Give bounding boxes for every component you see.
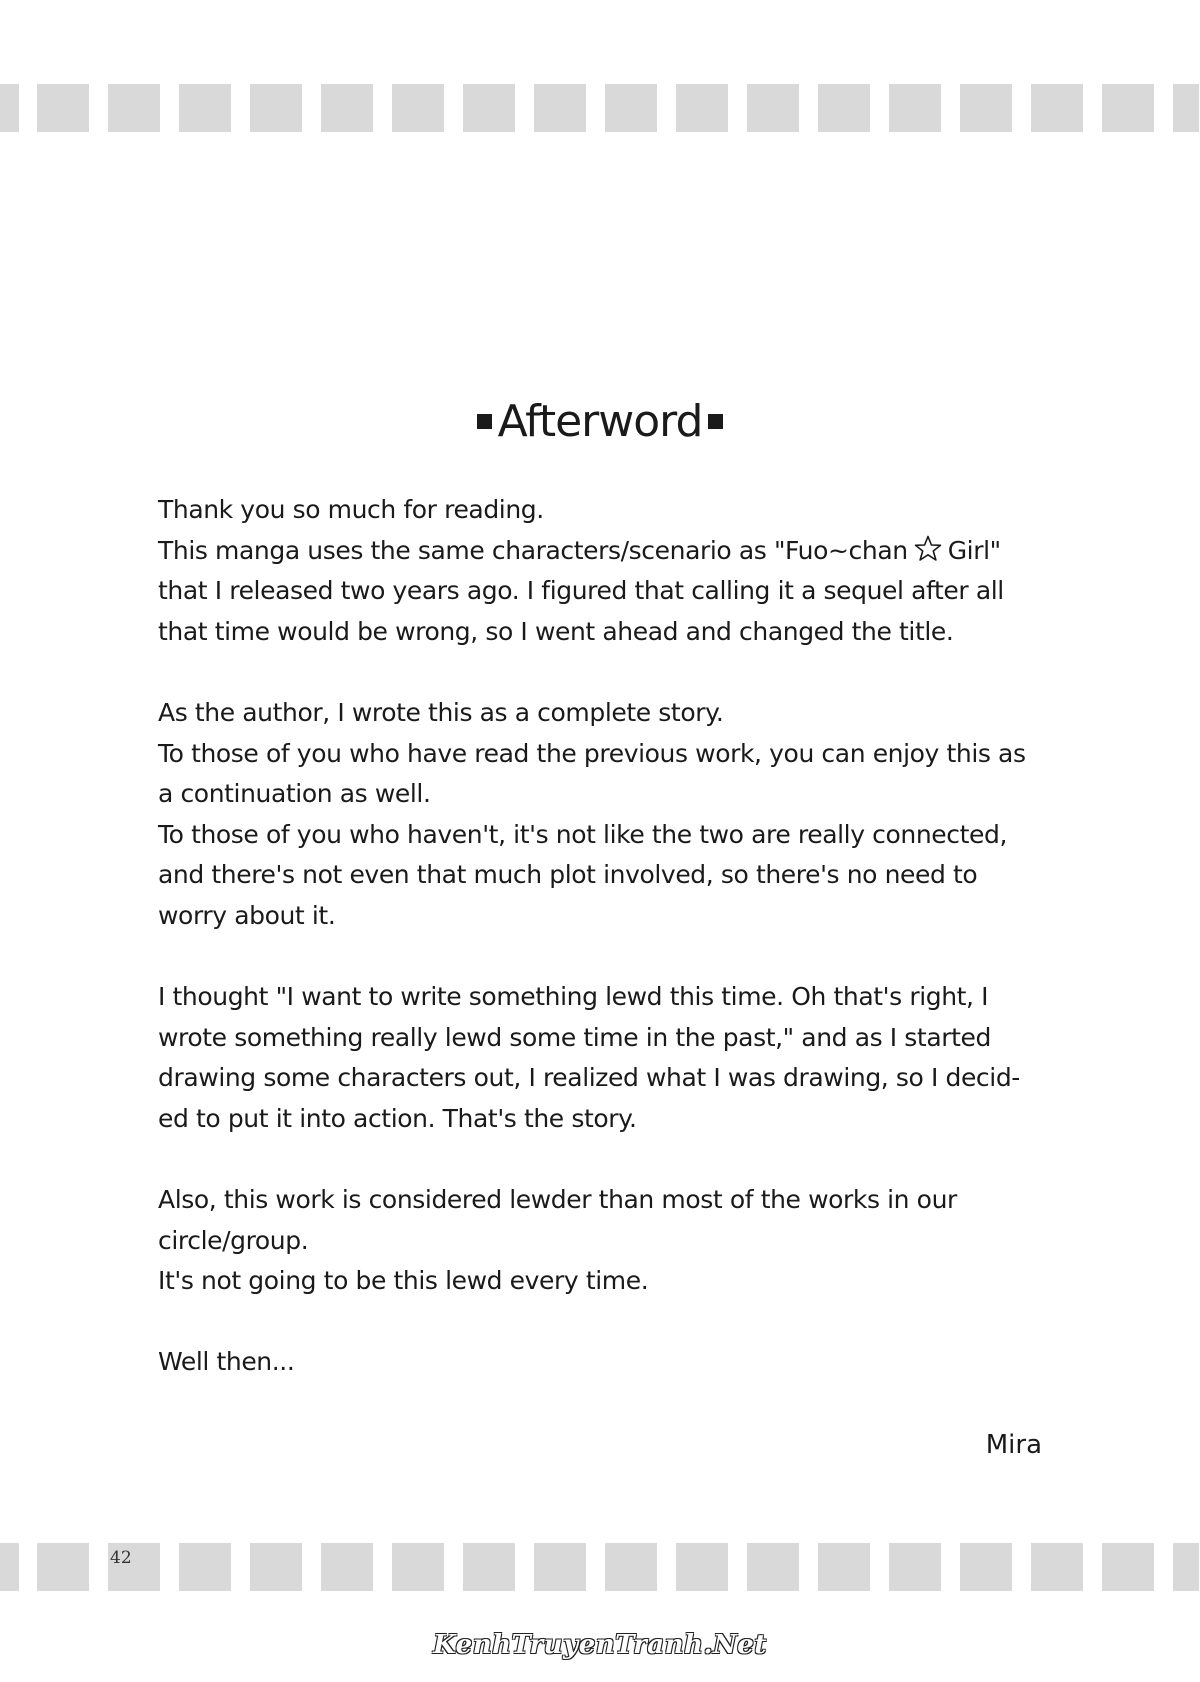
strip-block: [747, 1543, 799, 1591]
text-line: I thought "I want to write something lewd this time. Oh that's right, I: [158, 982, 989, 1012]
star-outline-icon: [914, 535, 942, 562]
square-bullet-icon: [477, 414, 492, 429]
text-line: that I released two years ago. I figured that calling it a sequel after all: [158, 576, 1004, 606]
text-line: [158, 531, 1058, 572]
text-line: and there's not even that much plot involved, so there's no need to: [158, 860, 978, 890]
strip-block: [179, 1543, 231, 1591]
strip-block: [818, 84, 870, 132]
strip-block: [1102, 1543, 1154, 1591]
text-line-part: This manga uses the same characters/scenario as "Fuo~chan: [158, 535, 908, 565]
strip-block: [605, 84, 657, 132]
strip-block: [321, 1543, 373, 1591]
strip-block: [1031, 84, 1083, 132]
title-text: Afterword: [497, 396, 703, 448]
strip-block: [676, 1543, 728, 1591]
strip-block: [960, 84, 1012, 132]
strip-block: [250, 84, 302, 132]
strip-block: [37, 1543, 89, 1591]
paragraph-gap: [158, 652, 1058, 693]
strip-block: [1102, 84, 1154, 132]
paragraph-gap: [158, 1140, 1058, 1181]
strip-block: [1173, 1543, 1199, 1591]
text-line: Well then...: [158, 1347, 295, 1377]
strip-block: [889, 1543, 941, 1591]
strip-block: [321, 84, 373, 132]
paragraph-gap: [158, 1302, 1058, 1343]
strip-block: [818, 1543, 870, 1591]
text-line: worry about it.: [158, 900, 336, 930]
text-line: Thank you so much for reading.: [158, 495, 544, 524]
top-decorative-strip: [0, 84, 1200, 132]
strip-block: [960, 1543, 1012, 1591]
bottom-decorative-strip: [0, 1543, 1200, 1591]
text-line: wrote something really lewd some time in the past," and as I started: [158, 1022, 991, 1052]
text-line: As the author, I wrote this as a complete story.: [158, 697, 724, 727]
text-line: a continuation as well.: [158, 779, 431, 809]
text-line: drawing some characters out, I realized what I was drawing, so I decid-: [158, 1063, 1020, 1093]
strip-block: [889, 84, 941, 132]
page-title: [0, 396, 1200, 447]
text-line: ed to put it into action. That's the story.: [158, 1103, 637, 1133]
text-line: To those of you who have read the previous work, you can enjoy this as: [158, 738, 1026, 768]
site-watermark: KenhTruyenTranh.Net: [433, 1630, 767, 1660]
strip-block: [0, 84, 19, 132]
paragraph-gap: [158, 937, 1058, 978]
text-line: that time would be wrong, so I went ahead and changed the title.: [158, 616, 954, 646]
square-bullet-icon: [708, 414, 723, 429]
text-line-part: Girl": [947, 535, 1001, 565]
strip-block: [1031, 1543, 1083, 1591]
text-line: It's not going to be this lewd every time.: [158, 1266, 649, 1296]
text-line: Also, this work is considered lewder than most of the works in our: [158, 1185, 957, 1215]
strip-block: [179, 84, 231, 132]
strip-block: [676, 84, 728, 132]
strip-block: [37, 84, 89, 132]
strip-block: [392, 1543, 444, 1591]
strip-block: [747, 84, 799, 132]
strip-block: [463, 84, 515, 132]
text-line: To those of you who haven't, it's not like the two are really connected,: [158, 819, 1008, 849]
page-number: 42: [110, 1548, 132, 1568]
strip-block: [534, 1543, 586, 1591]
strip-block: [250, 1543, 302, 1591]
strip-block: [534, 84, 586, 132]
afterword-body: [158, 490, 1058, 1383]
strip-block: [1173, 84, 1199, 132]
strip-block: [0, 1543, 19, 1591]
strip-block: [392, 84, 444, 132]
strip-block: [605, 1543, 657, 1591]
strip-block: [108, 84, 160, 132]
strip-block: [463, 1543, 515, 1591]
author-signature: Mira: [985, 1430, 1042, 1460]
text-line: circle/group.: [158, 1225, 309, 1255]
